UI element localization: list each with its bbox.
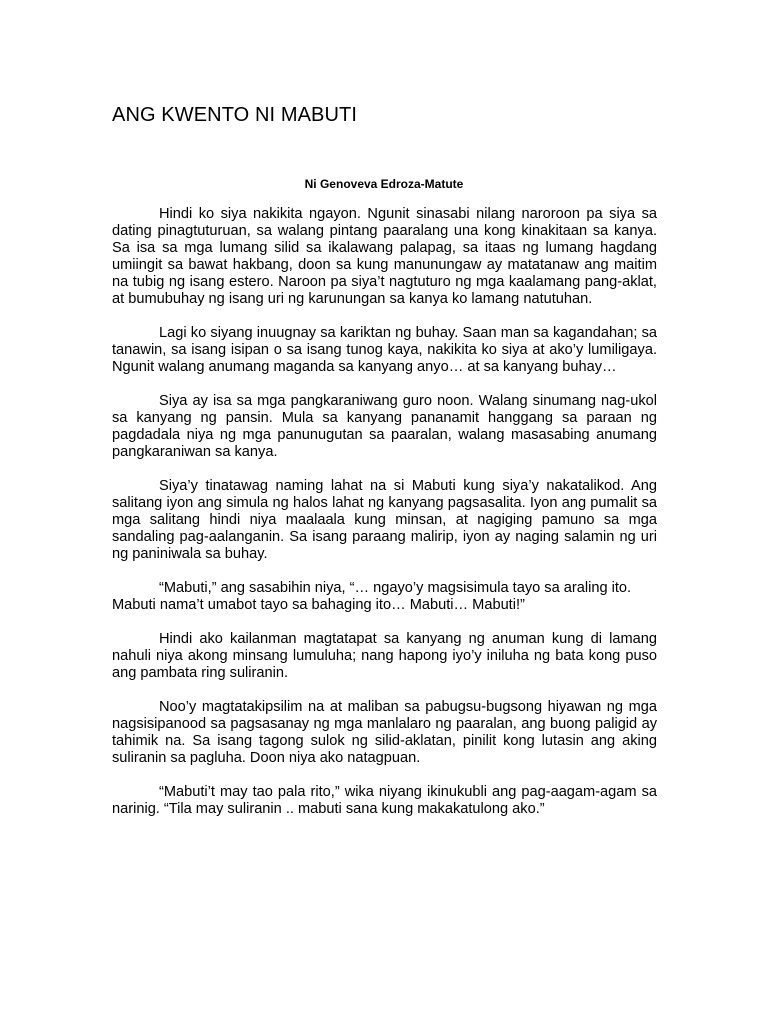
- paragraph: “Mabuti’t may tao pala rito,” wika niyang ikinukubli ang pag-aagam-agam sa narinig. “Tila may suliranin .. mabuti sana kung makakatulong ako.”: [112, 784, 657, 817]
- story-body: [112, 206, 657, 835]
- paragraph: Lagi ko siyang inuugnay sa kariktan ng buhay. Saan man sa kagandahan; sa tanawin, sa isang isipan o sa isang tunog kaya, nakikita ko siya at ako’y lumiligaya. Ngunit walang anumang maganda sa kanyang anyo… at sa kanyang buhay…: [112, 325, 657, 375]
- paragraph: Siya ay isa sa mga pangkaraniwang guro noon. Walang sinumang nag-ukol sa kanyang ng pansin. Mula sa kanyang pananamit hanggang sa paraan ng pagdadala niya ng mga panunugutan sa paaralan, walang masasabing anumang pangkaraniwan sa kanya.: [112, 393, 657, 460]
- document-title: ANG KWENTO NI MABUTI: [112, 104, 357, 126]
- paragraph: Hindi ko siya nakikita ngayon. Ngunit sinasabi nilang naroroon pa siya sa dating pinagtuturuan, sa walang pintang paaralang una kong kinakitaan sa kanya. Sa isa sa mga lumang silid sa ikalawang palapag, sa itaas ng lumang hagdang umiingit sa bawat hakbang, doon sa kung manunungaw ay matatanaw ang maitim na tubig ng isang estero. Naroon pa siya’t nagtuturo ng mga kaalamang pang-aklat, at bumubuhay ng isang uri ng karunungan sa kanya ko lamang natutuhan.: [112, 206, 657, 307]
- paragraph: “Mabuti,” ang sasabihin niya, “… ngayo’y magsisimula tayo sa araling ito. Mabuti nama’t umabot tayo sa bahaging ito… Mabuti… Mabuti!”: [112, 580, 632, 613]
- author-line: Ni Genoveva Edroza-Matute: [304, 177, 464, 191]
- paragraph: Noo’y magtatakipsilim na at maliban sa pabugsu-bugsong hiyawan ng mga nagsisipanood sa pagsasanay ng mga manlalaro ng paaralan, ang buong paligid ay tahimik na. Sa isang tagong sulok ng silid-aklatan, pinilit kong lutasin ang aking suliranin sa pagluha. Doon niya ako natagpuan.: [112, 699, 657, 766]
- paragraph: Siya’y tinatawag naming lahat na si Mabuti kung siya’y nakatalikod. Ang salitang iyon ang simula ng halos lahat ng kanyang pagsasalita. Iyon ang pumalit sa mga salitang hindi niya maalaala kung minsan, at nagiging pamuno sa mga sandaling pag-aalanganin. Sa isang paraang malirip, iyon ay naging salamin ng uri ng paniniwala sa buhay.: [112, 478, 657, 562]
- paragraph: Hindi ako kailanman magtatapat sa kanyang ng anuman kung di lamang nahuli niya akong minsang lumuluha; nang hapong iyo’y iniluha ng bata kong puso ang pambata ring suliranin.: [112, 631, 657, 681]
